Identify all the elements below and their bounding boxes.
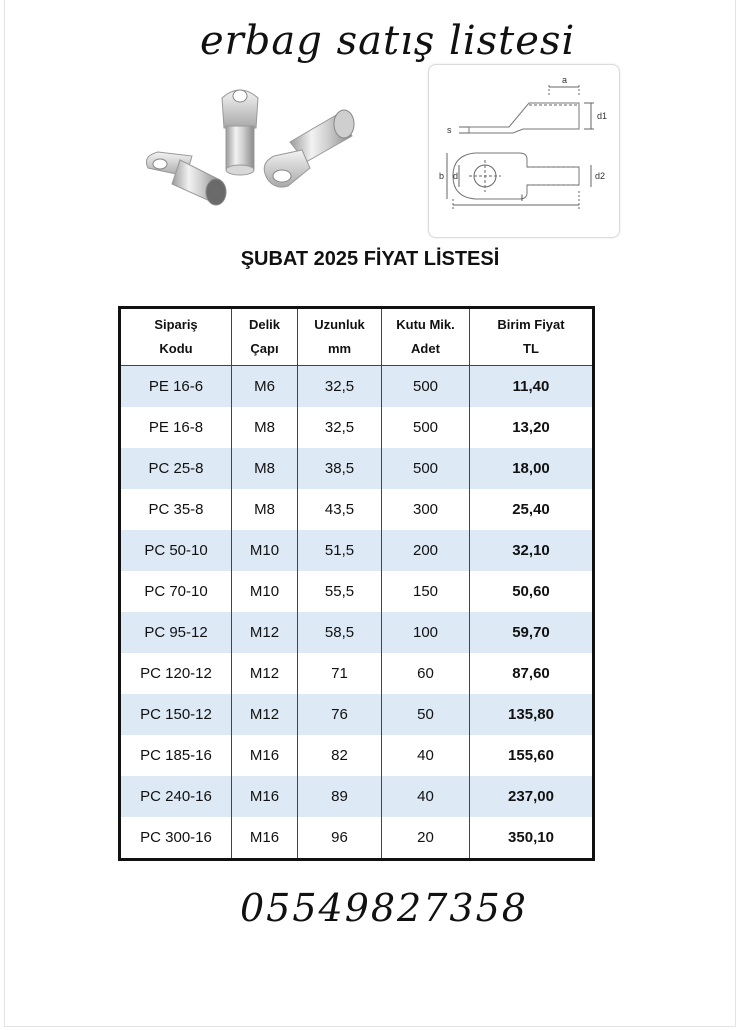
cell-order-code: PC 50-10 xyxy=(120,530,232,571)
cell-length: 32,5 xyxy=(298,366,382,408)
cell-box-quantity: 20 xyxy=(382,817,470,860)
label-a: a xyxy=(562,75,568,85)
cell-length: 38,5 xyxy=(298,448,382,489)
cell-order-code: PC 70-10 xyxy=(120,571,232,612)
cell-hole-diameter: M8 xyxy=(232,448,298,489)
cell-order-code: PC 95-12 xyxy=(120,612,232,653)
table-row xyxy=(120,366,594,408)
cell-unit-price: 237,00 xyxy=(470,776,594,817)
table-row xyxy=(120,653,594,694)
cell-length: 89 xyxy=(298,776,382,817)
cell-unit-price: 25,40 xyxy=(470,489,594,530)
table-header-row xyxy=(120,308,594,366)
cell-order-code: PE 16-6 xyxy=(120,366,232,408)
cell-box-quantity: 500 xyxy=(382,407,470,448)
table-row xyxy=(120,817,594,860)
label-s: s xyxy=(447,125,452,135)
table-row xyxy=(120,448,594,489)
cell-order-code: PC 35-8 xyxy=(120,489,232,530)
cell-box-quantity: 100 xyxy=(382,612,470,653)
cell-length: 96 xyxy=(298,817,382,860)
cell-unit-price: 13,20 xyxy=(470,407,594,448)
technical-drawing xyxy=(428,64,620,238)
cell-unit-price: 32,10 xyxy=(470,530,594,571)
table-row xyxy=(120,571,594,612)
cell-hole-diameter: M16 xyxy=(232,817,298,860)
cell-box-quantity: 60 xyxy=(382,653,470,694)
cell-order-code: PC 240-16 xyxy=(120,776,232,817)
cell-box-quantity: 300 xyxy=(382,489,470,530)
cell-hole-diameter: M12 xyxy=(232,694,298,735)
table-row xyxy=(120,530,594,571)
cell-order-code: PE 16-8 xyxy=(120,407,232,448)
cell-unit-price: 11,40 xyxy=(470,366,594,408)
cell-length: 71 xyxy=(298,653,382,694)
cell-hole-diameter: M8 xyxy=(232,489,298,530)
handwritten-title: erbag satış listesi xyxy=(200,18,576,64)
table-row xyxy=(120,694,594,735)
cell-unit-price: 59,70 xyxy=(470,612,594,653)
cell-length: 55,5 xyxy=(298,571,382,612)
table-row xyxy=(120,612,594,653)
cell-box-quantity: 150 xyxy=(382,571,470,612)
label-d: d xyxy=(453,171,459,181)
price-table xyxy=(118,306,595,861)
cell-unit-price: 87,60 xyxy=(470,653,594,694)
product-photo xyxy=(140,76,370,216)
cell-hole-diameter: M6 xyxy=(232,366,298,408)
cell-hole-diameter: M16 xyxy=(232,776,298,817)
table-row xyxy=(120,407,594,448)
cell-box-quantity: 200 xyxy=(382,530,470,571)
table-row xyxy=(120,776,594,817)
cell-length: 51,5 xyxy=(298,530,382,571)
table-row xyxy=(120,489,594,530)
price-list-title: ŞUBAT 2025 FİYAT LİSTESİ xyxy=(240,248,500,270)
cell-order-code: PC 120-12 xyxy=(120,653,232,694)
cell-hole-diameter: M16 xyxy=(232,735,298,776)
cell-hole-diameter: M12 xyxy=(232,653,298,694)
cell-box-quantity: 500 xyxy=(382,448,470,489)
cell-length: 32,5 xyxy=(298,407,382,448)
cell-box-quantity: 50 xyxy=(382,694,470,735)
cell-unit-price: 350,10 xyxy=(470,817,594,860)
header-order-code: Sipariş Kodu xyxy=(120,308,232,366)
cell-length: 58,5 xyxy=(298,612,382,653)
header-length: Uzunluk mm xyxy=(298,308,382,366)
cell-length: 82 xyxy=(298,735,382,776)
cell-unit-price: 50,60 xyxy=(470,571,594,612)
header-box-quantity: Kutu Mik. Adet xyxy=(382,308,470,366)
cell-unit-price: 135,80 xyxy=(470,694,594,735)
cell-order-code: PC 25-8 xyxy=(120,448,232,489)
cell-unit-price: 18,00 xyxy=(470,448,594,489)
header-unit-price: Birim Fiyat TL xyxy=(470,308,594,366)
cell-hole-diameter: M12 xyxy=(232,612,298,653)
cell-box-quantity: 40 xyxy=(382,735,470,776)
header-hole-diameter: Delik Çapı xyxy=(232,308,298,366)
cell-hole-diameter: M10 xyxy=(232,530,298,571)
cell-order-code: PC 150-12 xyxy=(120,694,232,735)
cell-box-quantity: 500 xyxy=(382,366,470,408)
label-d2: d2 xyxy=(595,171,606,181)
cell-order-code: PC 185-16 xyxy=(120,735,232,776)
cell-box-quantity: 40 xyxy=(382,776,470,817)
cell-length: 43,5 xyxy=(298,489,382,530)
cell-length: 76 xyxy=(298,694,382,735)
cell-order-code: PC 300-16 xyxy=(120,817,232,860)
label-d1: d1 xyxy=(597,111,608,121)
phone-number: 05549827358 xyxy=(240,886,528,930)
cell-unit-price: 155,60 xyxy=(470,735,594,776)
cell-hole-diameter: M8 xyxy=(232,407,298,448)
label-b: b xyxy=(439,171,445,181)
label-l: l xyxy=(521,193,523,203)
table-row xyxy=(120,735,594,776)
cell-hole-diameter: M10 xyxy=(232,571,298,612)
